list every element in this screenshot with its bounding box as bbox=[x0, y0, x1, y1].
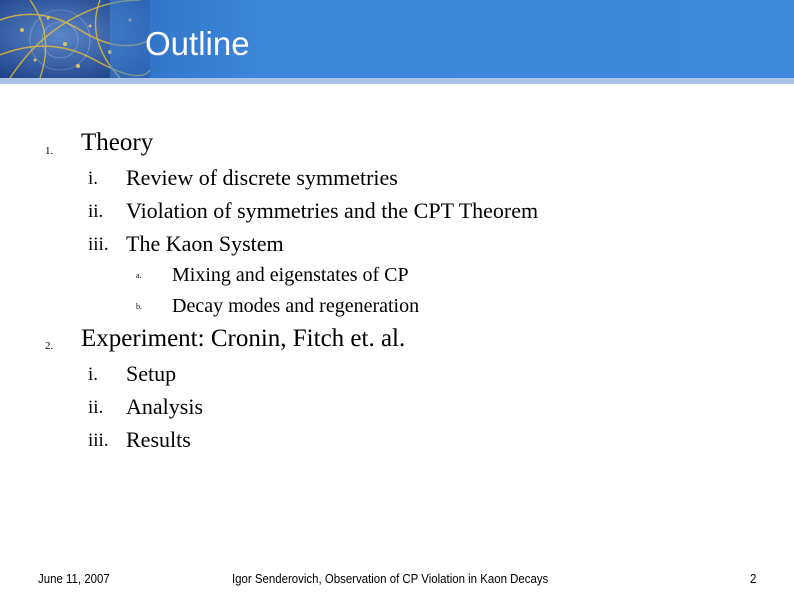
subitem-marker: iii. bbox=[88, 234, 109, 255]
subitem-review-symmetries: Review of discrete symmetries bbox=[126, 165, 398, 190]
subitem-kaon-system: The Kaon System bbox=[126, 231, 284, 256]
section-theory: Theory bbox=[81, 129, 154, 156]
subitem-marker: ii. bbox=[88, 397, 104, 418]
subitem-results: Results bbox=[126, 427, 191, 452]
header-banner bbox=[0, 0, 794, 78]
subitem-marker: iii. bbox=[88, 430, 109, 451]
subitem-setup: Setup bbox=[126, 361, 177, 386]
page-number: 2 bbox=[750, 571, 757, 586]
subitem-violation-cpt: Violation of symmetries and the CPT Theorem bbox=[126, 198, 539, 223]
subitem-analysis: Analysis bbox=[126, 394, 203, 419]
detector-image bbox=[0, 0, 150, 78]
section-experiment: Experiment: Cronin, Fitch et. al. bbox=[81, 325, 406, 352]
footer-author-title: Igor Senderovich, Observation of CP Violation in Kaon Decays bbox=[232, 571, 549, 586]
subsubitem-decay-modes: Decay modes and regeneration bbox=[172, 295, 420, 317]
footer-date: June 11, 2007 bbox=[38, 571, 110, 586]
subsubitem-marker: a. bbox=[136, 271, 142, 280]
item-number: 2. bbox=[45, 340, 54, 352]
subitem-marker: i. bbox=[88, 364, 99, 385]
header-divider bbox=[0, 78, 794, 84]
item-number: 1. bbox=[45, 145, 54, 157]
subsubitem-marker: b. bbox=[136, 302, 142, 311]
subsubitem-mixing: Mixing and eigenstates of CP bbox=[172, 264, 409, 286]
subitem-marker: ii. bbox=[88, 201, 104, 222]
subitem-marker: i. bbox=[88, 168, 99, 189]
slide-title: Outline bbox=[145, 25, 250, 62]
